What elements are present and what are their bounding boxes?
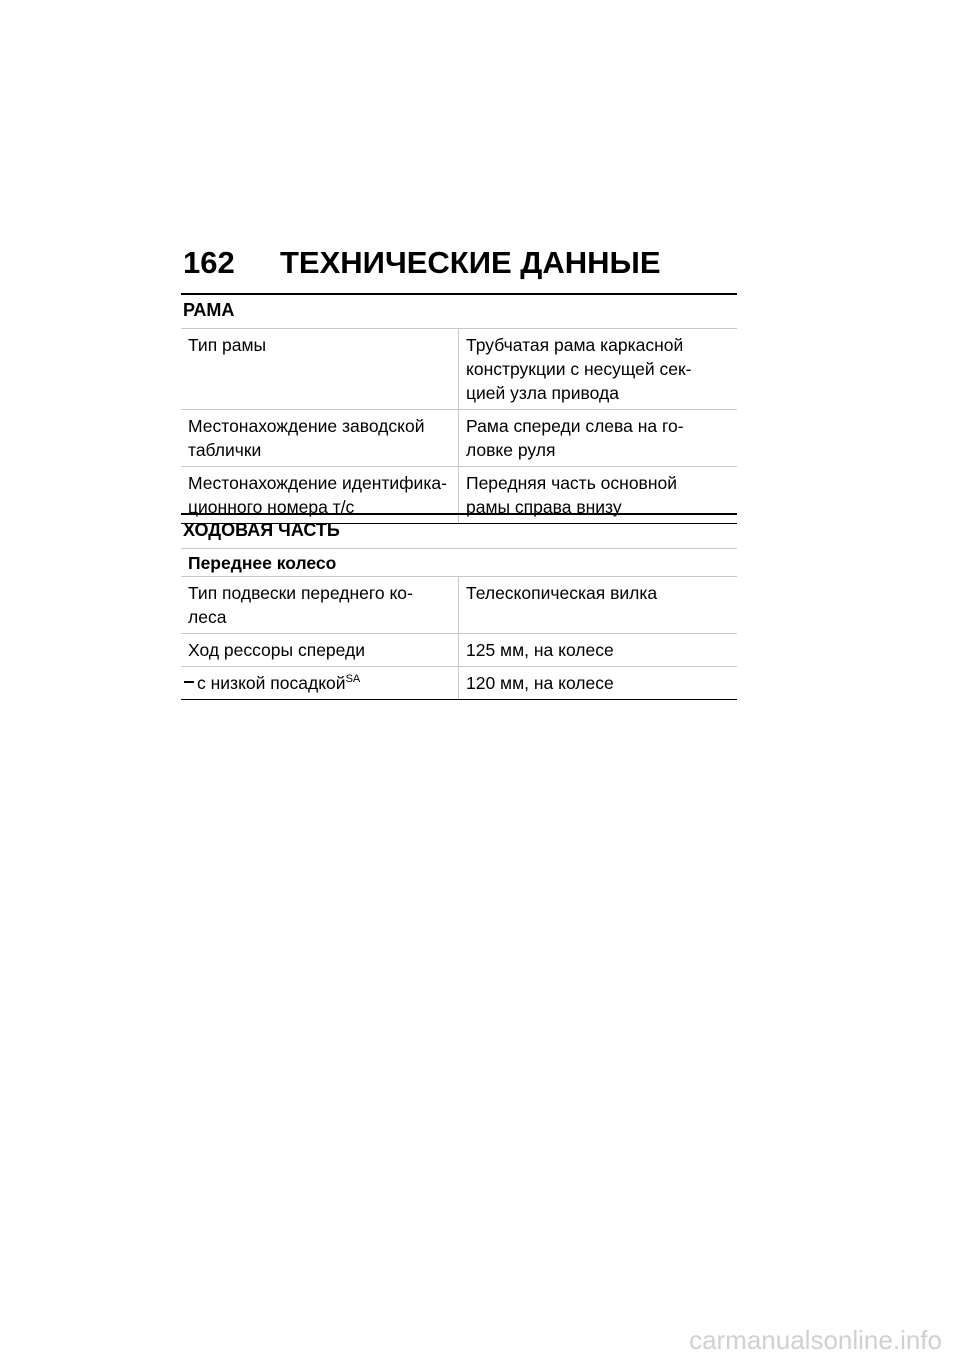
low-seat-spring-travel-value	[459, 667, 737, 699]
chassis-section	[181, 513, 737, 700]
frame-type-label	[181, 329, 459, 409]
value-line: рамы справа внизу	[466, 497, 622, 517]
value-line: ловке руля	[466, 440, 556, 460]
table-row	[181, 667, 737, 700]
low-seat-spring-travel-label	[181, 667, 459, 699]
front-spring-travel-value	[459, 634, 737, 666]
label-text: с низкой посадкой	[197, 673, 346, 693]
watermark: carmanualsonline.info	[689, 1325, 942, 1355]
front-spring-travel-label	[181, 634, 459, 666]
value-line: конструкции с несущей сек-	[466, 359, 692, 379]
value-line: Рама спереди слева на го-	[466, 416, 684, 436]
table-row	[181, 329, 737, 410]
label-line: таблички	[188, 440, 262, 460]
page-title: ТЕХНИЧЕСКИЕ ДАННЫЕ	[280, 245, 661, 280]
value-line: Трубчатая рама каркасной	[466, 335, 684, 355]
label-line: леса	[188, 607, 227, 627]
type-plate-location-label	[181, 410, 459, 466]
value-line: Телескопическая вилка	[466, 583, 658, 603]
table-row	[181, 410, 737, 467]
label-line: Местонахождение идентифика-	[188, 473, 447, 493]
value-line: цией узла привода	[466, 383, 619, 403]
type-plate-location-value	[459, 410, 737, 466]
page-header	[183, 243, 743, 283]
frame-section	[181, 293, 737, 524]
frame-type-value	[459, 329, 737, 409]
front-suspension-type-value	[459, 577, 737, 633]
dash-icon	[184, 681, 194, 683]
table-row	[181, 577, 737, 634]
label-line: Тип рамы	[188, 335, 267, 355]
chassis-heading: ХОДОВАЯ ЧАСТЬ	[181, 513, 737, 549]
sa-option-tag: SA	[345, 673, 361, 686]
label-line: Тип подвески переднего ко-	[188, 583, 413, 603]
value-line: 125 мм, на колесе	[466, 640, 614, 660]
frame-heading: РАМА	[181, 293, 737, 329]
label-line: ционного номера т/с	[188, 497, 355, 517]
front-wheel-subheading: Переднее колесо	[181, 549, 737, 577]
label-line: Местонахождение заводской	[188, 416, 425, 436]
front-suspension-type-label	[181, 577, 459, 633]
label-line	[188, 671, 452, 695]
value-line: 120 мм, на колесе	[466, 673, 614, 693]
table-row	[181, 634, 737, 667]
value-line: Передняя часть основной	[466, 473, 678, 493]
label-line: Ход рессоры спереди	[188, 640, 365, 660]
page-number: 162	[183, 245, 235, 280]
